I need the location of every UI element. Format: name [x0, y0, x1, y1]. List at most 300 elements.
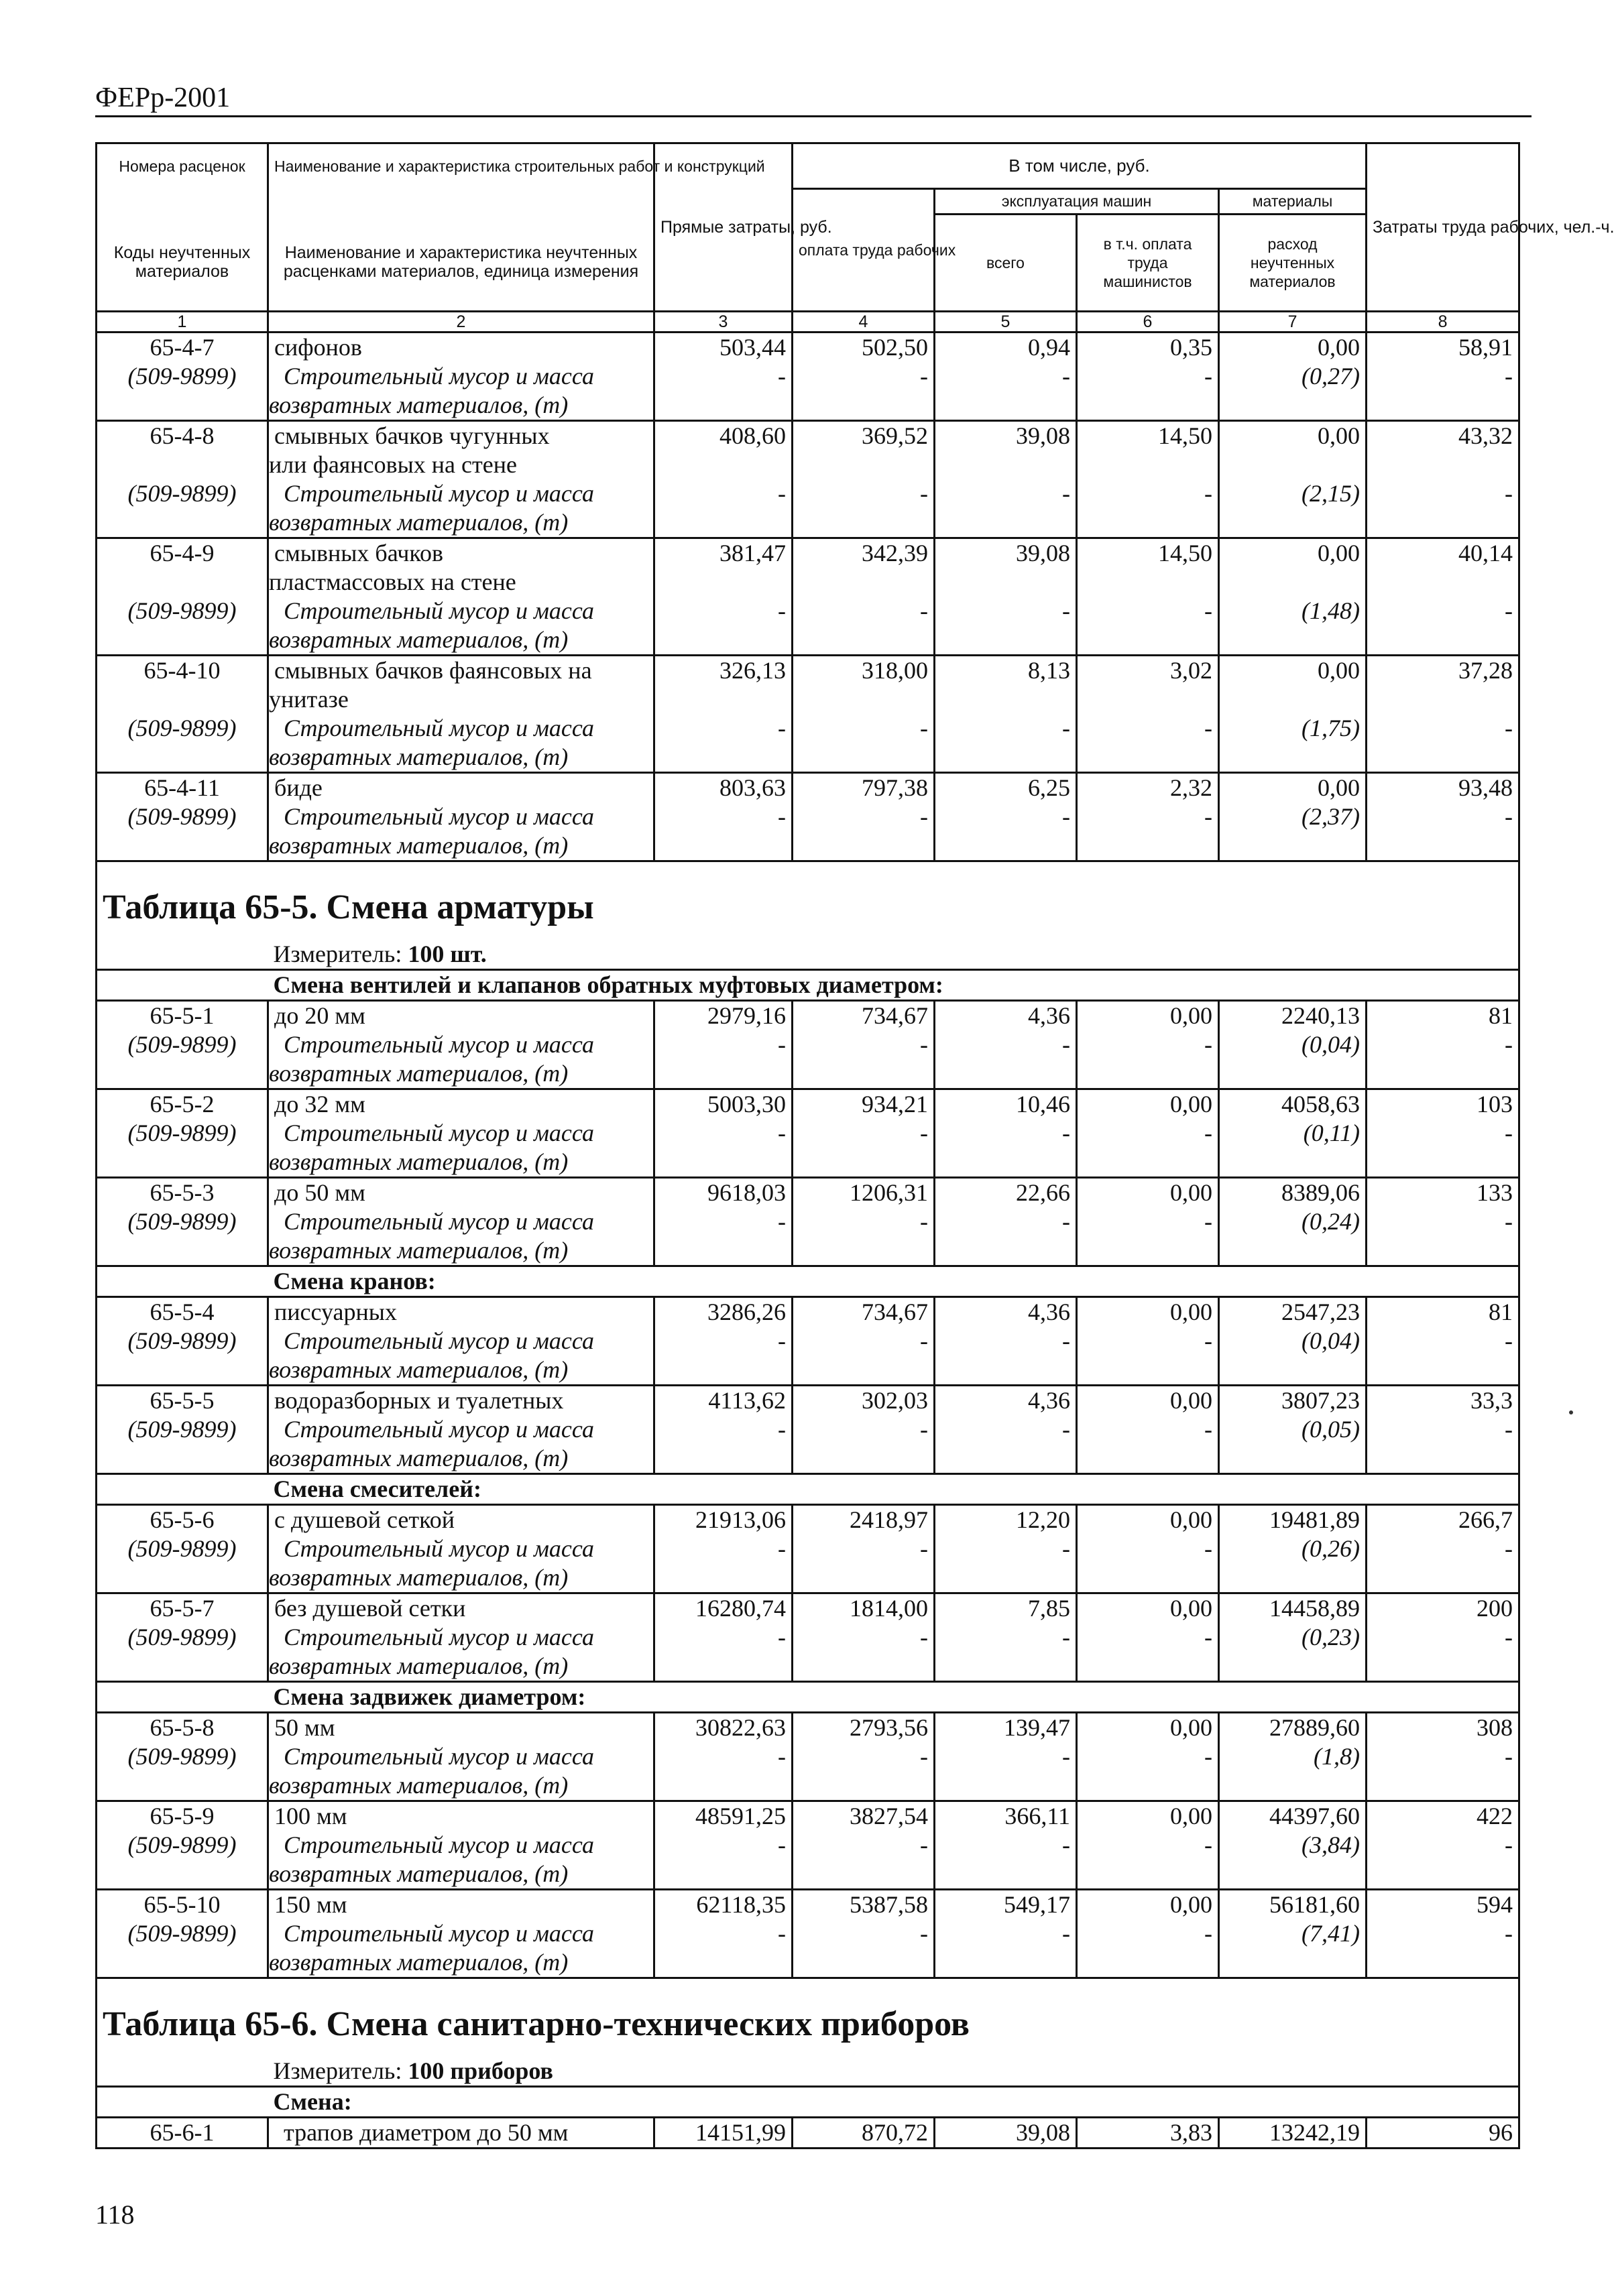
waste-quantity: (0,27) [1219, 362, 1367, 391]
dash-value: - [1367, 714, 1519, 743]
work-name: с душевой сеткой [268, 1505, 654, 1535]
work-name: трапов диаметром до 50 мм [268, 2118, 654, 2149]
blank-cell [1219, 1148, 1367, 1178]
rate-row [97, 1593, 1519, 1624]
value-labor: 302,03 [793, 1386, 935, 1416]
rate-code: 65-5-7 [97, 1593, 268, 1624]
waste-row [97, 597, 1519, 625]
value-mach: 7,85 [935, 1593, 1077, 1624]
value-mat: 14458,89 [1219, 1593, 1367, 1624]
header-materials-unaccounted: расход неучтенных материалов [1219, 214, 1367, 312]
blank-cell [1077, 1563, 1219, 1593]
dash-value: - [1367, 1030, 1519, 1059]
value-labor: 734,67 [793, 1297, 935, 1327]
dash-value: - [654, 1919, 793, 1948]
value-direct: 4113,62 [654, 1386, 793, 1416]
value-mat: 0,00 [1219, 333, 1367, 363]
dash-value: - [793, 1030, 935, 1059]
work-name-continued: или фаянсовых на стене [268, 450, 654, 479]
blank-cell [793, 1355, 935, 1386]
blank-cell [1367, 685, 1519, 714]
value-labor: 502,50 [793, 333, 935, 363]
material-code: (509-9899) [97, 714, 268, 743]
value-mat: 0,00 [1219, 773, 1367, 803]
blank-cell [1367, 743, 1519, 773]
dash-value: - [654, 362, 793, 391]
value-mach-labor: 0,00 [1077, 1713, 1219, 1743]
value-mach: 4,36 [935, 1386, 1077, 1416]
blank-cell [1219, 831, 1367, 861]
measure-row [97, 940, 1519, 970]
dash-value: - [793, 1623, 935, 1652]
dash-value: - [654, 714, 793, 743]
waste-material-name: Строительный мусор и масса [268, 1742, 654, 1771]
waste-quantity: (0,26) [1219, 1534, 1367, 1563]
scan-speck [1569, 1410, 1573, 1414]
waste-row-continued [97, 1355, 1519, 1386]
waste-material-name-continued: возвратных материалов, (т) [268, 1652, 654, 1682]
dash-value: - [1077, 1742, 1219, 1771]
value-labor: 1206,31 [793, 1178, 935, 1208]
dash-value: - [1367, 1415, 1519, 1444]
dash-value: - [654, 1742, 793, 1771]
group-title-cell [268, 1474, 1519, 1505]
waste-material-name: Строительный мусор и масса [268, 1623, 654, 1652]
blank-cell [654, 1948, 793, 1978]
blank-cell [1367, 1059, 1519, 1089]
rate-code: 65-4-11 [97, 773, 268, 803]
blank-cell [1219, 1771, 1367, 1801]
dash-value: - [654, 802, 793, 831]
blank-cell [1219, 1444, 1367, 1474]
dash-value: - [935, 479, 1077, 508]
blank-cell [793, 743, 935, 773]
value-mach: 39,08 [935, 538, 1077, 568]
dash-value: - [935, 1831, 1077, 1860]
blank-cell [1367, 1860, 1519, 1890]
group-title: Смена задвижек диаметром: [273, 1683, 586, 1710]
blank-cell [1077, 685, 1219, 714]
table-header [97, 143, 1615, 333]
blank-cell [654, 391, 793, 421]
dash-value: - [1367, 802, 1519, 831]
header-direct-costs: Прямые затраты, руб. [654, 143, 793, 312]
dash-value: - [1077, 1030, 1219, 1059]
blank-cell [1219, 1948, 1367, 1978]
blank-cell [935, 1860, 1077, 1890]
rate-row [97, 421, 1519, 451]
value-mat: 0,00 [1219, 421, 1367, 451]
measure-value: 100 шт. [408, 941, 487, 967]
value-mat: 8389,06 [1219, 1178, 1367, 1208]
work-name: до 32 мм [268, 1089, 654, 1120]
header-machines-total: всего [935, 214, 1077, 312]
dash-value: - [793, 479, 935, 508]
dash-value: - [1077, 714, 1219, 743]
material-code: (509-9899) [97, 1327, 268, 1355]
blank-cell [654, 1652, 793, 1682]
header-labor-pay: оплата труда рабочих [793, 188, 935, 312]
blank-cell [1219, 568, 1367, 597]
material-code: (509-9899) [97, 1742, 268, 1771]
value-direct: 326,13 [654, 656, 793, 686]
value-mach-labor: 0,00 [1077, 1801, 1219, 1831]
waste-quantity: (0,24) [1219, 1207, 1367, 1236]
blank-cell [1367, 1236, 1519, 1266]
value-labor: 734,67 [793, 1001, 935, 1031]
waste-row [97, 1030, 1519, 1059]
waste-row-continued [97, 391, 1519, 421]
dash-value: - [654, 1030, 793, 1059]
rate-row [97, 333, 1519, 363]
value-direct: 30822,63 [654, 1713, 793, 1743]
dash-value: - [793, 1415, 935, 1444]
blank-cell [793, 1860, 935, 1890]
blank-cell [935, 1771, 1077, 1801]
value-mach-labor: 2,32 [1077, 773, 1219, 803]
dash-value: - [935, 1030, 1077, 1059]
dash-value: - [793, 1831, 935, 1860]
value-mat: 13242,19 [1219, 2118, 1367, 2149]
blank-cell [654, 1563, 793, 1593]
value-direct: 803,63 [654, 773, 793, 803]
blank-cell [1077, 1236, 1219, 1266]
rate-row [97, 538, 1519, 568]
dash-value: - [1077, 479, 1219, 508]
dash-value: - [1077, 362, 1219, 391]
work-name: смывных бачков чугунных [268, 421, 654, 451]
blank-cell [935, 1059, 1077, 1089]
value-mach: 39,08 [935, 2118, 1077, 2149]
header-material-name: Наименование и характеристика неучтенных расценками материалов, единица измерения [268, 214, 654, 312]
blank-cell [1367, 831, 1519, 861]
blank-cell [793, 831, 935, 861]
waste-row [97, 1415, 1519, 1444]
value-hours: 96 [1367, 2118, 1519, 2149]
column-number: 8 [1367, 312, 1519, 333]
dash-value: - [1077, 1534, 1219, 1563]
waste-row [97, 802, 1519, 831]
blank-cell [97, 1682, 268, 1713]
value-labor: 2418,97 [793, 1505, 935, 1535]
dash-value: - [935, 597, 1077, 625]
waste-quantity: (1,8) [1219, 1742, 1367, 1771]
rate-code: 65-4-9 [97, 538, 268, 568]
blank-cell [935, 391, 1077, 421]
dash-value: - [1077, 1415, 1219, 1444]
blank-cell [1077, 1948, 1219, 1978]
header-labor-costs: Затраты труда рабочих, чел.-ч. [1367, 143, 1519, 312]
value-mat: 2547,23 [1219, 1297, 1367, 1327]
value-mat: 4058,63 [1219, 1089, 1367, 1120]
dash-value: - [1367, 1534, 1519, 1563]
group-title-row [97, 2087, 1519, 2118]
value-hours: 81 [1367, 1297, 1519, 1327]
blank-cell [935, 1444, 1077, 1474]
blank-cell [1367, 568, 1519, 597]
value-hours: 40,14 [1367, 538, 1519, 568]
measure-row [97, 2057, 1519, 2087]
group-title-cell [268, 1682, 1519, 1713]
material-code: (509-9899) [97, 1623, 268, 1652]
blank-cell [97, 743, 268, 773]
column-number: 1 [97, 312, 268, 333]
blank-cell [1077, 450, 1219, 479]
blank-cell [1077, 625, 1219, 656]
work-name: водоразборных и туалетных [268, 1386, 654, 1416]
blank-cell [654, 1148, 793, 1178]
blank-cell [97, 1266, 268, 1297]
group-title-row [97, 1266, 1519, 1297]
rate-code: 65-4-7 [97, 333, 268, 363]
column-number: 6 [1077, 312, 1219, 333]
value-mach-labor: 0,00 [1077, 1001, 1219, 1031]
waste-quantity: (0,04) [1219, 1030, 1367, 1059]
waste-material-name: Строительный мусор и масса [268, 802, 654, 831]
waste-material-name: Строительный мусор и масса [268, 597, 654, 625]
waste-quantity: (1,75) [1219, 714, 1367, 743]
blank-cell [97, 831, 268, 861]
dash-value: - [654, 597, 793, 625]
blank-cell [935, 625, 1077, 656]
dash-value: - [1077, 1327, 1219, 1355]
blank-cell [793, 1059, 935, 1089]
waste-material-name: Строительный мусор и масса [268, 1327, 654, 1355]
blank-cell [793, 1236, 935, 1266]
waste-material-name-continued: возвратных материалов, (т) [268, 1771, 654, 1801]
dash-value: - [1367, 1831, 1519, 1860]
blank-cell [935, 1563, 1077, 1593]
blank-cell [1367, 1148, 1519, 1178]
blank-cell [654, 625, 793, 656]
blank-cell [935, 685, 1077, 714]
waste-material-name: Строительный мусор и масса [268, 1207, 654, 1236]
material-code: (509-9899) [97, 362, 268, 391]
blank-cell [793, 450, 935, 479]
measure-label: Измеритель: [273, 941, 408, 967]
blank-cell [97, 1948, 268, 1978]
rate-row [97, 656, 1519, 686]
value-mach-labor: 0,00 [1077, 1089, 1219, 1120]
blank-cell [793, 508, 935, 538]
dash-value: - [1077, 802, 1219, 831]
dash-value: - [1077, 1919, 1219, 1948]
waste-quantity: (2,15) [1219, 479, 1367, 508]
dash-value: - [654, 1207, 793, 1236]
waste-material-name: Строительный мусор и масса [268, 1919, 654, 1948]
rate-row [97, 1801, 1519, 1831]
group-title-cell [268, 970, 1519, 1001]
blank-cell [1219, 1860, 1367, 1890]
value-mach: 12,20 [935, 1505, 1077, 1535]
blank-cell [1077, 568, 1219, 597]
dash-value: - [654, 479, 793, 508]
dash-value: - [654, 1415, 793, 1444]
blank-cell [1367, 391, 1519, 421]
blank-cell [1219, 625, 1367, 656]
work-name: сифонов [268, 333, 654, 363]
waste-row [97, 1207, 1519, 1236]
waste-row [97, 1534, 1519, 1563]
rate-code: 65-6-1 [97, 2118, 268, 2149]
rate-row-continued [97, 685, 1519, 714]
work-name: биде [268, 773, 654, 803]
value-mat: 27889,60 [1219, 1713, 1367, 1743]
blank-cell [1367, 1444, 1519, 1474]
material-code: (509-9899) [97, 597, 268, 625]
value-mach-labor: 0,35 [1077, 333, 1219, 363]
waste-row-continued [97, 1652, 1519, 1682]
rate-code: 65-5-6 [97, 1505, 268, 1535]
value-direct: 21913,06 [654, 1505, 793, 1535]
dash-value: - [935, 714, 1077, 743]
dash-value: - [793, 1534, 935, 1563]
work-name: 150 мм [268, 1890, 654, 1920]
blank-cell [1367, 450, 1519, 479]
waste-quantity: (7,41) [1219, 1919, 1367, 1948]
material-code: (509-9899) [97, 1919, 268, 1948]
waste-material-name: Строительный мусор и масса [268, 714, 654, 743]
blank-cell [1219, 450, 1367, 479]
blank-cell [1077, 1444, 1219, 1474]
waste-material-name: Строительный мусор и масса [268, 1534, 654, 1563]
value-direct: 48591,25 [654, 1801, 793, 1831]
value-mach-labor: 3,02 [1077, 656, 1219, 686]
rate-row [97, 1890, 1519, 1920]
dash-value: - [1367, 1327, 1519, 1355]
blank-cell [97, 568, 268, 597]
waste-material-name: Строительный мусор и масса [268, 479, 654, 508]
group-title-row [97, 970, 1519, 1001]
rate-row [97, 1505, 1519, 1535]
rate-code: 65-5-2 [97, 1089, 268, 1120]
blank-cell [935, 831, 1077, 861]
header-including: В том числе, руб. [793, 143, 1367, 189]
section-title-row [97, 861, 1519, 941]
blank-cell [654, 1771, 793, 1801]
rate-row [97, 773, 1519, 803]
header-materials: материалы [1219, 188, 1367, 214]
waste-material-name: Строительный мусор и масса [268, 1119, 654, 1148]
dash-value: - [935, 1623, 1077, 1652]
blank-cell [654, 685, 793, 714]
blank-cell [793, 1563, 935, 1593]
dash-value: - [1367, 479, 1519, 508]
blank-cell [935, 743, 1077, 773]
dash-value: - [935, 1742, 1077, 1771]
value-mach: 366,11 [935, 1801, 1077, 1831]
value-labor: 2793,56 [793, 1713, 935, 1743]
blank-cell [935, 508, 1077, 538]
waste-quantity: (0,04) [1219, 1327, 1367, 1355]
value-mach: 8,13 [935, 656, 1077, 686]
value-mat: 2240,13 [1219, 1001, 1367, 1031]
value-direct: 14151,99 [654, 2118, 793, 2149]
value-hours: 33,3 [1367, 1386, 1519, 1416]
waste-row [97, 1919, 1519, 1948]
waste-row-continued [97, 1860, 1519, 1890]
value-mach: 0,94 [935, 333, 1077, 363]
waste-quantity: (1,48) [1219, 597, 1367, 625]
rate-row [97, 2118, 1519, 2149]
blank-cell [1219, 508, 1367, 538]
rate-code: 65-5-5 [97, 1386, 268, 1416]
rate-row [97, 1001, 1519, 1031]
value-hours: 58,91 [1367, 333, 1519, 363]
value-mach: 22,66 [935, 1178, 1077, 1208]
blank-cell [935, 1236, 1077, 1266]
blank-cell [1219, 685, 1367, 714]
value-labor: 369,52 [793, 421, 935, 451]
value-labor: 318,00 [793, 656, 935, 686]
rate-code: 65-5-4 [97, 1297, 268, 1327]
waste-material-name-continued: возвратных материалов, (т) [268, 1948, 654, 1978]
value-mach: 10,46 [935, 1089, 1077, 1120]
dash-value: - [935, 1119, 1077, 1148]
waste-material-name-continued: возвратных материалов, (т) [268, 831, 654, 861]
rate-code: 65-5-3 [97, 1178, 268, 1208]
value-mach-labor: 0,00 [1077, 1890, 1219, 1920]
blank-cell [793, 1444, 935, 1474]
blank-cell [1077, 508, 1219, 538]
dash-value: - [1077, 1119, 1219, 1148]
blank-cell [1219, 743, 1367, 773]
blank-cell [1219, 1355, 1367, 1386]
waste-row [97, 1742, 1519, 1771]
column-number: 4 [793, 312, 935, 333]
rate-row [97, 1089, 1519, 1120]
blank-cell [935, 568, 1077, 597]
dash-value: - [654, 1327, 793, 1355]
work-name: смывных бачков [268, 538, 654, 568]
blank-cell [1367, 1563, 1519, 1593]
work-name: без душевой сетки [268, 1593, 654, 1624]
value-mach-labor: 3,83 [1077, 2118, 1219, 2149]
header-rate-numbers: Номера расценок [97, 143, 268, 189]
dash-value: - [1367, 1119, 1519, 1148]
group-title: Смена кранов: [273, 1268, 436, 1294]
blank-cell [97, 625, 268, 656]
dash-value: - [1077, 1207, 1219, 1236]
header-machines-labor: в т.ч. оплата труда машинистов [1077, 214, 1219, 312]
value-hours: 308 [1367, 1713, 1519, 1743]
waste-material-name-continued: возвратных материалов, (т) [268, 1860, 654, 1890]
material-code: (509-9899) [97, 1534, 268, 1563]
dash-value: - [935, 1415, 1077, 1444]
blank-cell [97, 970, 268, 1001]
value-labor: 342,39 [793, 538, 935, 568]
waste-material-name-continued: возвратных материалов, (т) [268, 743, 654, 773]
blank-cell [793, 625, 935, 656]
measure-cell [268, 2057, 1519, 2087]
blank-cell [97, 1355, 268, 1386]
column-number: 5 [935, 312, 1077, 333]
dash-value: - [935, 1207, 1077, 1236]
value-direct: 381,47 [654, 538, 793, 568]
value-hours: 43,32 [1367, 421, 1519, 451]
blank-cell [97, 1563, 268, 1593]
value-hours: 594 [1367, 1890, 1519, 1920]
blank-cell [1367, 1948, 1519, 1978]
rate-code: 65-4-10 [97, 656, 268, 686]
rates-table [95, 142, 1615, 2149]
dash-value: - [793, 1919, 935, 1948]
blank-cell [1077, 743, 1219, 773]
blank-cell [1077, 1355, 1219, 1386]
blank-cell [97, 508, 268, 538]
blank-cell [97, 685, 268, 714]
blank-cell [793, 1652, 935, 1682]
